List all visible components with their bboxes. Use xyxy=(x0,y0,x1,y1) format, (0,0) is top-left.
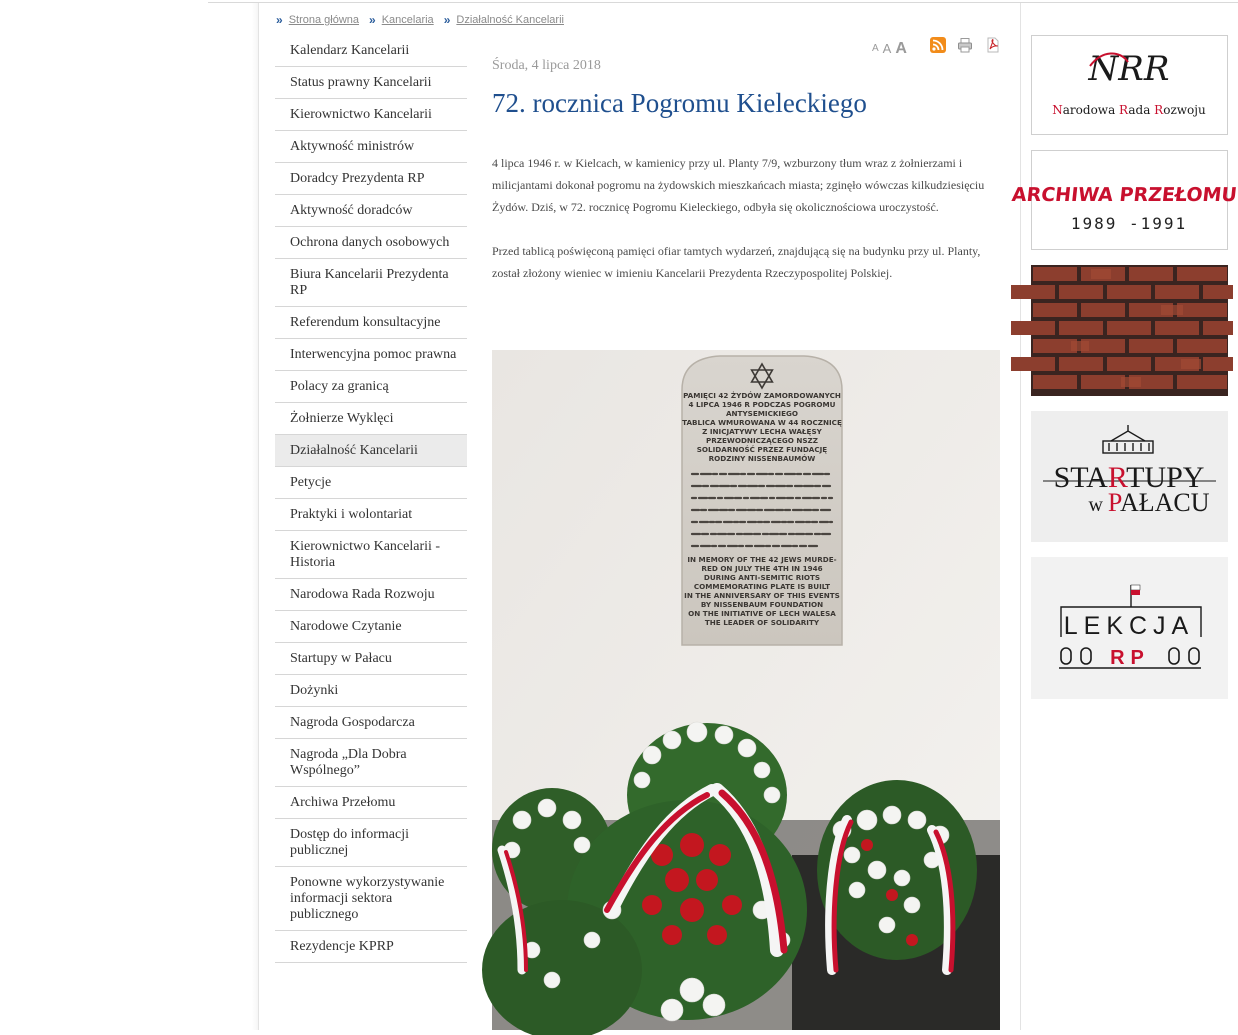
startupy-text: AŁACU xyxy=(1119,488,1210,517)
sidebar-item-kierownictwo[interactable]: Kierownictwo Kancelarii xyxy=(275,99,467,131)
nrr-name-initial: R xyxy=(1154,103,1164,117)
startupy-text-accent: P xyxy=(1107,488,1120,517)
sidebar-item-dozynki[interactable]: Dożynki xyxy=(275,675,467,707)
sidebar-item-ponowne-wykorzystywanie[interactable]: Ponowne wykorzystywanie informacji sektora publicznego xyxy=(275,867,467,931)
breadcrumb-kancelaria-link[interactable]: Kancelaria xyxy=(381,14,434,26)
sidebar-item-narodowa-rada[interactable]: Narodowa Rada Rozwoju xyxy=(275,579,467,611)
article-date: Środa, 4 lipca 2018 xyxy=(492,58,601,73)
plaque-polish-line: SOLIDARNOŚĆ PRZEZ FUNDACJĘ xyxy=(696,445,828,454)
sidebar-item-archiwa[interactable]: Archiwa Przełomu xyxy=(275,787,467,819)
banner-narodowa-rada-rozwoju[interactable] xyxy=(1031,35,1228,135)
sidebar-item-polacy-za-granica[interactable]: Polacy za granicą xyxy=(275,371,467,403)
article-photo[interactable] xyxy=(492,350,1000,1030)
sidebar-item-zolnierze-wykleci[interactable]: Żołnierze Wyklęci xyxy=(275,403,467,435)
nrr-name-part: ada xyxy=(1128,103,1155,117)
nrr-name-initial: R xyxy=(1119,103,1129,117)
sidebar-item-status-prawny[interactable]: Status prawny Kancelarii xyxy=(275,67,467,99)
nrr-name-part: arodowa xyxy=(1062,103,1120,117)
startupy-text-accent: R xyxy=(1107,461,1127,494)
sidebar-item-nagroda-gospodarcza[interactable]: Nagroda Gospodarcza xyxy=(275,707,467,739)
content-left-border xyxy=(258,3,259,1030)
archiwa-years: 1989 -1991 xyxy=(1070,214,1188,233)
sidebar-item-nagroda-dobra[interactable]: Nagroda „Dla Dobra Wspólnego” xyxy=(275,739,467,787)
archiwa-title: ARCHIWA PRZEŁOMU xyxy=(1010,184,1238,206)
sidebar-item-ochrona-danych[interactable]: Ochrona danych osobowych xyxy=(275,227,467,259)
sidebar-item-aktywnosc-ministrow[interactable]: Aktywność ministrów xyxy=(275,131,467,163)
sidebar-item-rezydencje[interactable]: Rezydencje KPRP xyxy=(275,931,467,963)
breadcrumb-separator: » xyxy=(276,13,283,27)
banner-archiwa-przelomu[interactable] xyxy=(1010,150,1238,250)
article-title: 72. rocznica Pogromu Kieleckiego xyxy=(492,88,867,118)
top-divider xyxy=(208,2,1238,3)
font-size-small-button[interactable]: A xyxy=(872,43,879,54)
plaque-english-line: IN THE ANNIVERSARY OF THIS EVENTS xyxy=(684,591,840,600)
article-body xyxy=(492,152,1000,306)
sidebar-item-praktyki[interactable]: Praktyki i wolontariat xyxy=(275,499,467,531)
breadcrumb-dzialalnosc-link[interactable]: Działalność Kancelarii xyxy=(456,14,564,26)
nrr-name-part: ozwoju xyxy=(1163,103,1206,117)
startupy-text: w xyxy=(1088,494,1108,516)
plaque-english-line: COMMEMORATING PLATE IS BUILT xyxy=(693,582,831,591)
plaque-polish-line: ANTYSEMICKIEGO xyxy=(725,409,799,418)
sidebar-item-biura[interactable]: Biura Kancelarii Prezydenta RP xyxy=(275,259,467,307)
plaque-polish-line: TABLICA WMUROWANA W 44 ROCZNICĘ xyxy=(682,418,842,427)
lekcja-title: LEKCJA xyxy=(1063,612,1195,640)
article-tools xyxy=(872,36,907,56)
font-size-large-button[interactable]: A xyxy=(895,40,907,57)
plaque-polish-line: RODZINY NISSENBAUMÓW xyxy=(708,454,816,463)
sidebar-nav xyxy=(275,35,467,963)
print-icon[interactable] xyxy=(957,37,973,53)
banner-startupy-w-palacu[interactable] xyxy=(1031,411,1228,542)
banner-lekcja-rp[interactable] xyxy=(1031,557,1228,699)
plaque-polish-line: 4 LIPCA 1946 R PODCZAS POGROMU xyxy=(688,400,836,409)
lekcja-rp: RP xyxy=(1110,647,1150,669)
plaque-polish-line: PAMIĘCI 42 ŻYDÓW ZAMORDOWANYCH xyxy=(683,391,841,400)
right-panel-divider xyxy=(1020,3,1021,1030)
sidebar-item-aktywnosc-doradcow[interactable]: Aktywność doradców xyxy=(275,195,467,227)
sidebar-item-kierownictwo-historia[interactable]: Kierownictwo Kancelarii - Historia xyxy=(275,531,467,579)
svg-text:Narodowa Rada Rozwoju xyxy=(1052,103,1206,117)
article-paragraph: 4 lipca 1946 r. w Kielcach, w kamienicy przy ul. Planty 7/9, wzburzony tłum wraz z żołnierzami i milicjantami dokonał pogromu na żydowskich mieszkańcach miasta; zginęło wówczas kilkudziesięciu Żydów. Dziś, w 72. rocznicę Pogromu Kieleckiego, odbyła się okolicznościowa uroczystość. xyxy=(492,156,985,214)
plaque-english-line: BY NISSENBAUM FOUNDATION xyxy=(700,600,824,609)
plaque-english-line: IN MEMORY OF THE 42 JEWS MURDE- xyxy=(687,555,837,564)
sidebar-item-kalendarz[interactable]: Kalendarz Kancelarii xyxy=(275,35,467,67)
plaque-english-line: RED ON JULY THE 4TH IN 1946 xyxy=(701,564,823,573)
plaque-english-line: ON THE INITIATIVE OF LECH WALESA xyxy=(688,609,836,618)
sidebar-item-startupy[interactable]: Startupy w Pałacu xyxy=(275,643,467,675)
breadcrumb-separator: » xyxy=(443,13,451,27)
sidebar-item-narodowe-czytanie[interactable]: Narodowe Czytanie xyxy=(275,611,467,643)
sidebar-item-petycje[interactable]: Petycje xyxy=(275,467,467,499)
pdf-icon[interactable] xyxy=(985,37,1001,53)
sidebar-item-pomoc-prawna[interactable]: Interwencyjna pomoc prawna xyxy=(275,339,467,371)
plaque-polish-line: Z INICJATYWY LECHA WAŁĘSY xyxy=(702,427,822,436)
nrr-name-initial: N xyxy=(1052,103,1063,117)
startupy-text: TUPY xyxy=(1126,461,1205,494)
sidebar-item-referendum[interactable]: Referendum konsultacyjne xyxy=(275,307,467,339)
breadcrumb xyxy=(276,12,574,28)
sidebar-item-dzialalnosc[interactable]: Działalność Kancelarii xyxy=(275,435,467,467)
sidebar-item-doradcy[interactable]: Doradcy Prezydenta RP xyxy=(275,163,467,195)
plaque-english-line: THE LEADER OF SOLIDARITY xyxy=(704,618,820,627)
plaque-polish-line: PRZEWODNICZĄCEGO NSZZ xyxy=(706,436,818,445)
plaque-english-line: DURING ANTI-SEMITIC RIOTS xyxy=(703,573,821,582)
nrr-monogram: NRR xyxy=(1088,49,1170,89)
article-paragraph: Przed tablicą poświęconą pamięci ofiar tamtych wydarzeń, znajdującą się na budynku przy ul. Planty, został złożony wieniec w imieniu Kancelarii Prezydenta Rzeczypospolitej Polskiej. xyxy=(492,244,981,280)
breadcrumb-home-link[interactable]: Strona główna xyxy=(288,14,360,26)
breadcrumb-separator: » xyxy=(369,13,376,27)
banner-brick-wall[interactable] xyxy=(1031,265,1228,396)
startupy-text: STA xyxy=(1053,461,1108,494)
sidebar-item-dostep-informacji[interactable]: Dostęp do informacji publicznej xyxy=(275,819,467,867)
rss-icon[interactable] xyxy=(930,37,946,53)
font-size-medium-button[interactable]: A xyxy=(882,41,892,56)
